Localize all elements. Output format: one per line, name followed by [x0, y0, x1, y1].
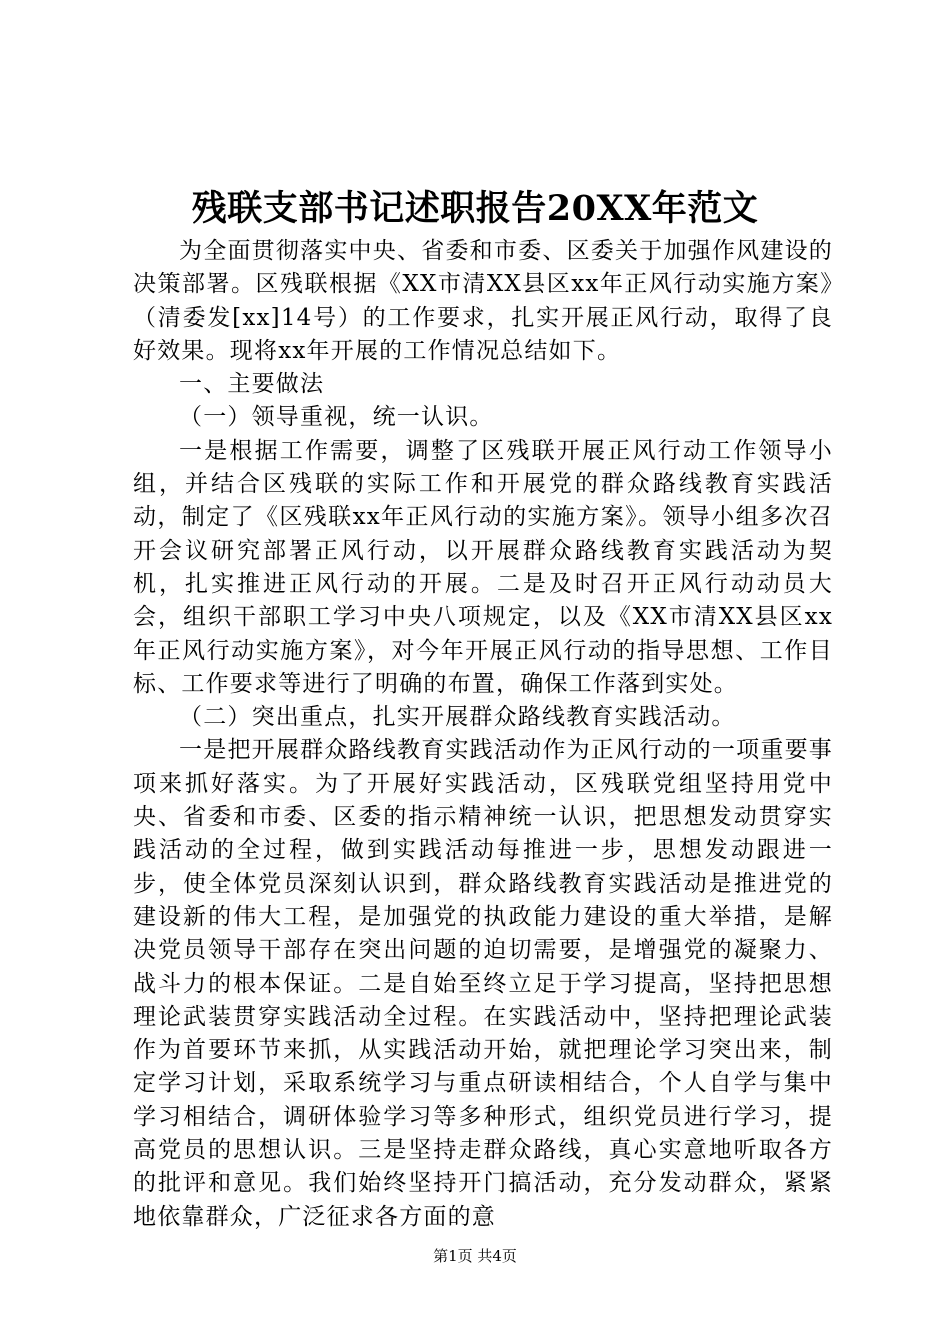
- subsection-heading-1: （一）领导重视，统一认识。: [179, 404, 494, 431]
- body-paragraph-1: 一是根据工作需要，调整了区残联开展正风行动工作领导小组，并结合区残联的实际工作和开展党的群众路线教育实践活动，制定了《区残联xx年正风行动的实施方案》。领导小组多次召开会议研究部署正风行动，以开展群众路线教育实践活动为契机，扎实推进正风行动的开展。二是及时召开正风行动动员大会，组织干部职工学习中央八项规定，以及《XX市清XX县区xx年正风行动实施方案》，对今年开展正风行动的指导思想、工作目标、工作要求等进行了明确的布置，确保工作落到实处。: [133, 437, 833, 697]
- document-body: [133, 235, 833, 1234]
- body-paragraph-2: 一是把开展群众路线教育实践活动作为正风行动的一项重要事项来抓好落实。为了开展好实践活动，区残联党组坚持用党中央、省委和市委、区委的指示精神统一认识，把思想发动贯穿实践活动的全过程，做到实践活动每推进一步，思想发动跟进一步，使全体党员深刻认识到，群众路线教育实践活动是推进党的建设新的伟大工程，是加强党的执政能力建设的重大举措，是解决党员领导干部存在突出问题的迫切需要，是增强党的凝聚力、战斗力的根本保证。二是自始至终立足于学习提高，坚持把思想理论武装贯穿实践活动全过程。在实践活动中，坚持把理论武装作为首要环节来抓，从实践活动开始，就把理论学习突出来，制定学习计划，采取系统学习与重点研读相结合，个人自学与集中学习相结合，调研体验学习等多种形式，组织党员进行学习，提高党员的思想认识。三是坚持走群众路线，真心实意地听取各方的批评和意见。我们始终坚持开门搞活动，充分发动群众，紧紧地依靠群众，广泛征求各方面的意: [133, 737, 833, 1230]
- subsection-heading-2: （二）突出重点，扎实开展群众路线教育实践活动。: [179, 704, 736, 731]
- intro-paragraph: 为全面贯彻落实中央、省委和市委、区委关于加强作风建设的决策部署。区残联根据《XX市清XX县区xx年正风行动实施方案》（清委发[xx]14号）的工作要求，扎实开展正风行动，取得了良好效果。现将xx年开展的工作情况总结如下。: [133, 238, 833, 364]
- document-title: 残联支部书记述职报告20XX年范文: [191, 188, 759, 229]
- page-footer: 第1页 共4页: [433, 1247, 517, 1265]
- section-heading-main-practices: 一、主要做法: [179, 371, 325, 398]
